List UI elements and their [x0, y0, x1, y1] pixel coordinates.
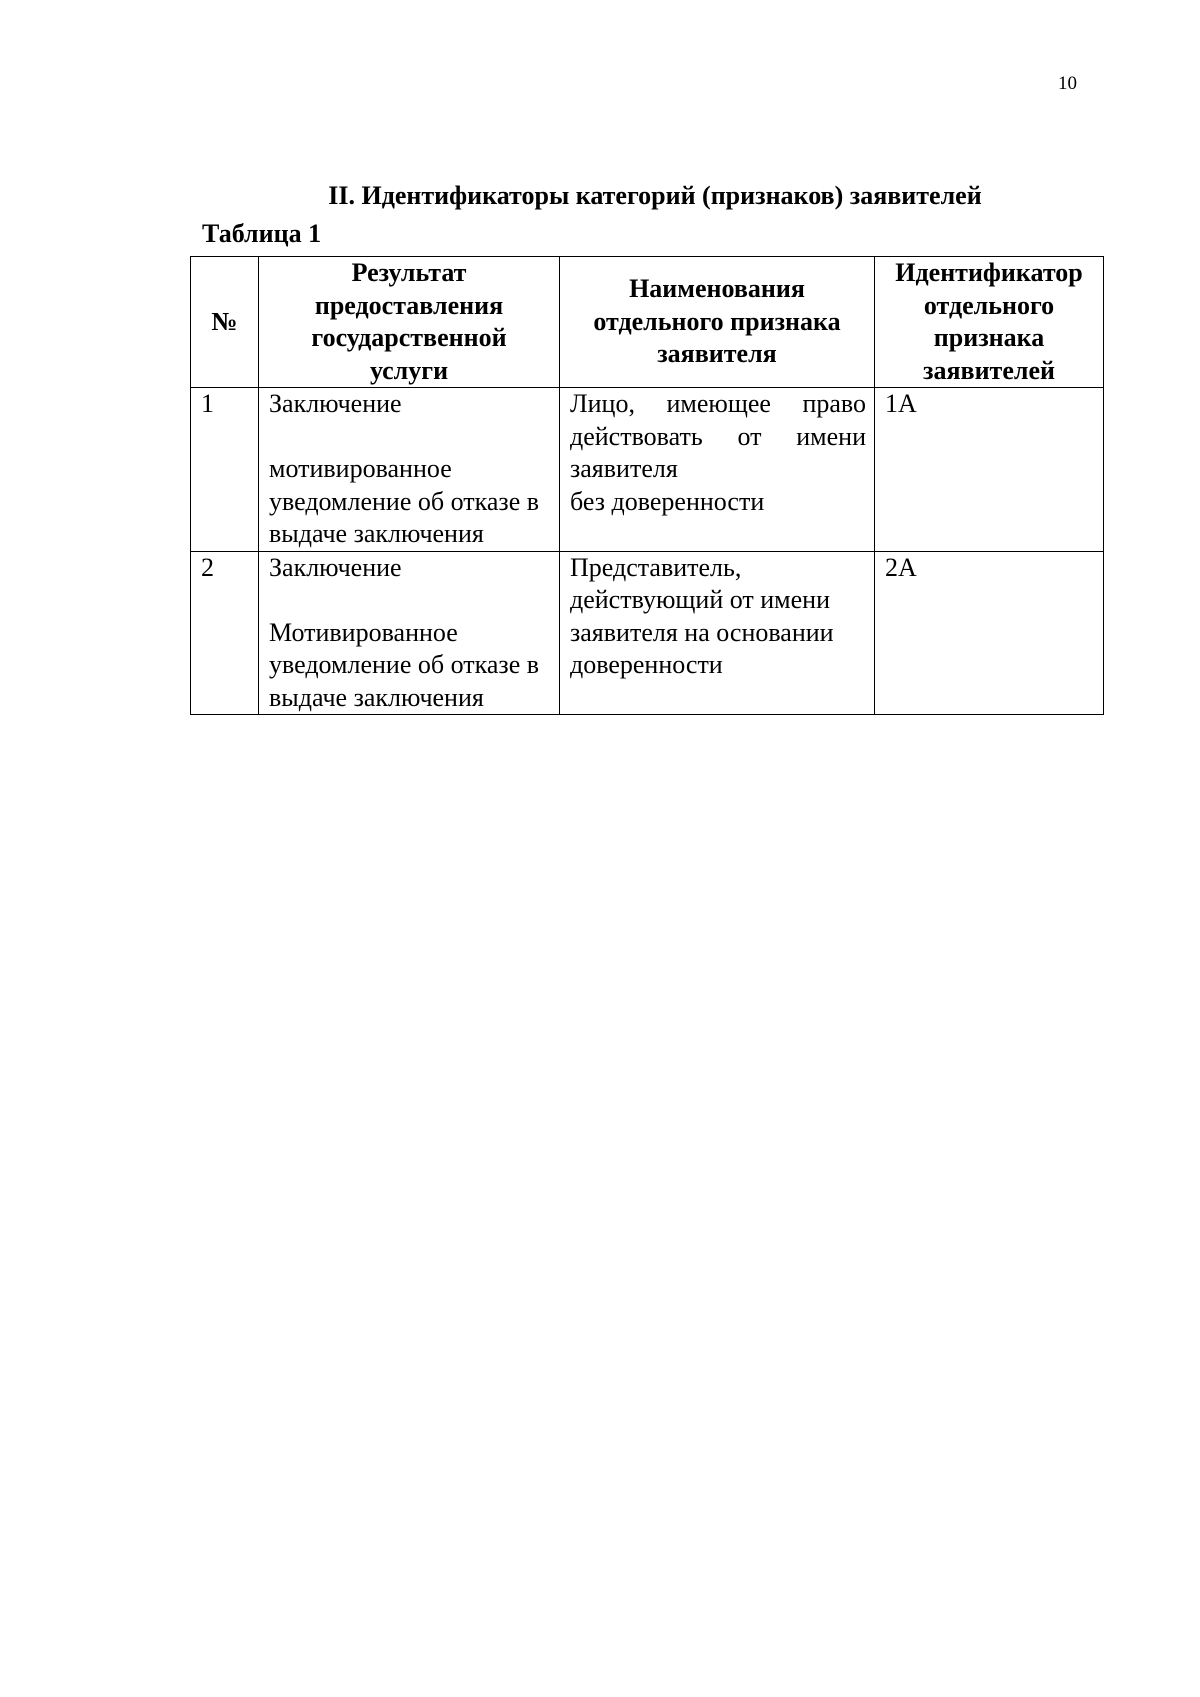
- row-result-second: мотивированное уведомление об отказе в выдаче заключения: [269, 454, 540, 548]
- row-result-spacer: [269, 584, 551, 617]
- table-header-row: [191, 257, 1104, 388]
- table-row: [191, 551, 1104, 715]
- row-name-first: Представитель, действующий от имени заявителя на основании доверенности: [570, 552, 834, 679]
- row-number-cell: [191, 388, 259, 552]
- header-name: [560, 257, 875, 388]
- header-identifier-line: заявителей: [923, 355, 1055, 385]
- header-identifier-line: Идентификатор: [895, 258, 1083, 287]
- section-title: II. Идентификаторы категорий (признаков) заявителей: [328, 181, 982, 210]
- row-identifier: 2А: [885, 552, 917, 582]
- header-result-line: услуги: [369, 355, 449, 385]
- row-result-second: Мотивированное уведомление об отказе в выдаче заключения: [269, 617, 540, 712]
- header-number-label: №: [211, 306, 238, 336]
- table-caption: Таблица 1: [202, 219, 322, 248]
- header-result-line: Результат: [351, 258, 467, 287]
- header-name-line: Наименования: [629, 274, 805, 304]
- header-identifier: [875, 257, 1104, 388]
- row-number: 2: [201, 552, 214, 582]
- row-identifier: 1А: [885, 389, 917, 418]
- row-result-first: Заключение: [269, 552, 402, 582]
- row-identifier-cell: [875, 551, 1104, 715]
- row-result-first: Заключение: [269, 389, 402, 418]
- row-result-spacer: [269, 421, 551, 454]
- header-identifier-line: отдельного: [923, 290, 1055, 320]
- header-identifier-line: признака: [933, 323, 1045, 352]
- row-result-cell: [259, 551, 560, 715]
- header-name-line: отдельного признака: [593, 306, 841, 336]
- header-result-line: предоставления: [314, 290, 504, 320]
- row-identifier-cell: [875, 388, 1104, 552]
- row-name-first: Лицо, имеющее право действовать от имени заявителя: [570, 389, 866, 483]
- row-result-cell: [259, 388, 560, 552]
- row-name-cell: [560, 551, 875, 715]
- header-result: [259, 257, 560, 388]
- header-result-line: государственной: [311, 323, 507, 352]
- row-name-second: без доверенности: [570, 486, 765, 516]
- header-number: [191, 257, 259, 388]
- page-number: 10: [1058, 73, 1077, 94]
- row-name-cell: [560, 388, 875, 552]
- row-number-cell: [191, 551, 259, 715]
- header-name-line: заявителя: [657, 339, 777, 369]
- row-number: 1: [201, 389, 214, 418]
- table-row: [191, 388, 1104, 552]
- applicant-categories-table: [190, 256, 1104, 715]
